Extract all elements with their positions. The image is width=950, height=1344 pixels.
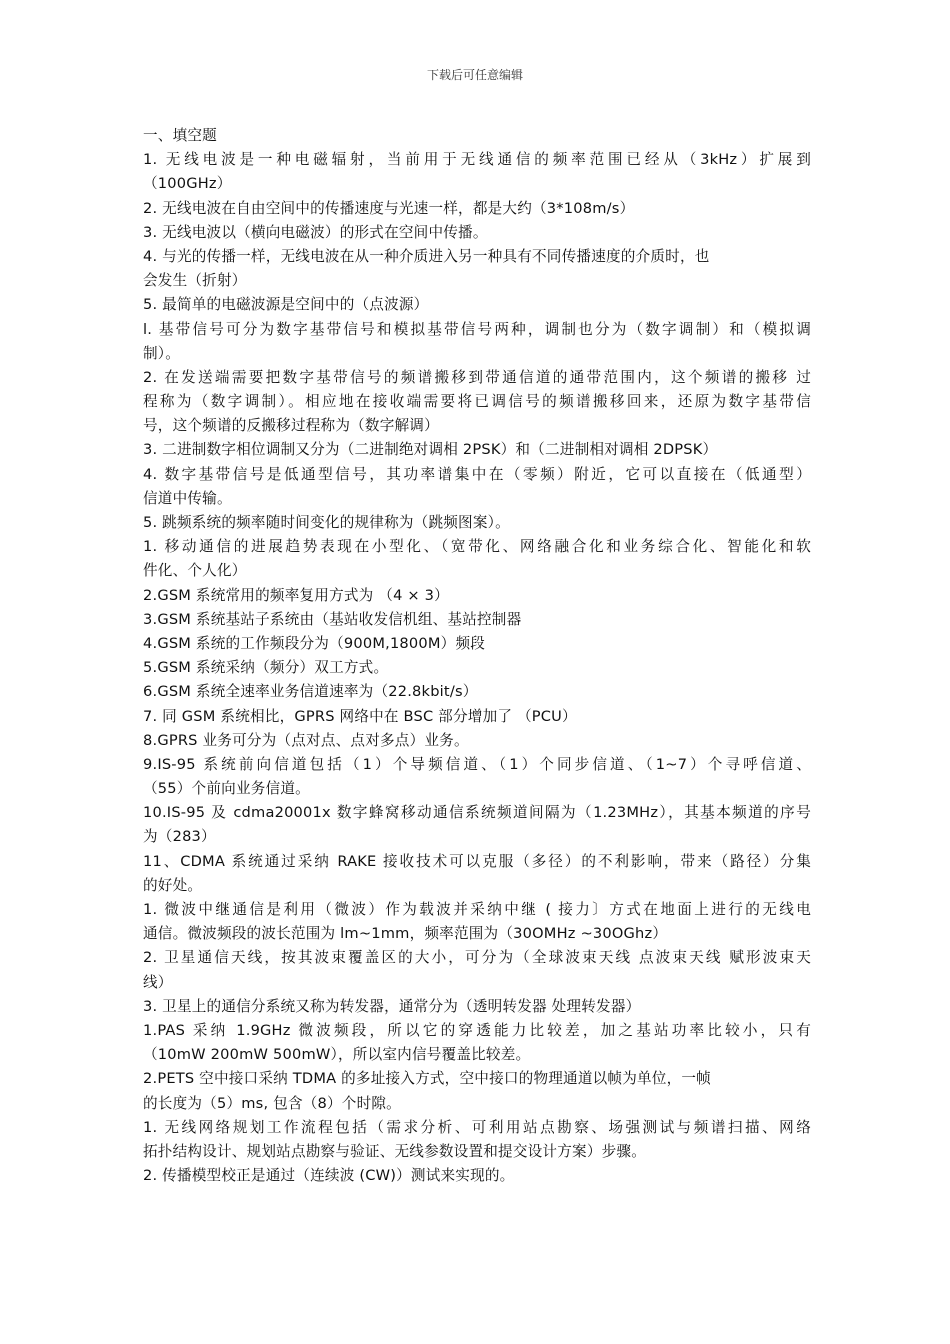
text-line: 件化、个人化）: [143, 562, 247, 580]
text-line: 线）: [143, 973, 173, 991]
text-line: 3. 卫星上的通信分系统又称为转发器，通常分为（透明转发器 处理转发器）: [143, 997, 641, 1015]
text-line: （10mW 200mW 500mW），所以室内信号覆盖比较差。: [143, 1046, 531, 1064]
text-line: 4.GSM 系统的工作频段分为（900M,1800M）频段: [143, 634, 486, 652]
text-line: 信道中传输。: [143, 489, 232, 507]
document-body: [143, 124, 811, 1188]
text-line: 11、CDMA 系统通过采纳 RAKE 接收技术可以克服（多径）的不利影响，带来（路径）分集: [143, 852, 811, 870]
text-line: 9.IS-95 系统前向信道包括（1）个导频信道、（1）个同步信道、（1~7）个寻呼信道、: [143, 755, 811, 773]
text-line: 5. 最简单的电磁波源是空间中的（点波源）: [143, 296, 429, 314]
text-line: 1. 微波中继通信是利用（微波）作为载波并采纳中继 ( 接力〕方式在地面上进行的无线电: [143, 901, 811, 918]
text-line: 2.PETS 空中接口采纳 TDMA 的多址接入方式，空中接口的物理通道以帧为单位，一帧: [143, 1070, 711, 1088]
text-line: 5.GSM 系统采纳（频分）双工方式。: [143, 659, 389, 677]
text-line: 4. 数字基带信号是低通型信号，其功率谱集中在（零频）附近，它可以直接在（低通型）: [143, 465, 811, 483]
text-line: 制）。: [143, 344, 181, 362]
text-line: 4. 与光的传播一样，无线电波在从一种介质进入另一种具有不同传播速度的介质时，也: [143, 247, 710, 265]
text-line: （55）个前向业务信道。: [143, 780, 310, 798]
text-line: 2. 卫星通信天线，按其波束覆盖区的大小，可分为（全球波束天线 点波束天线 赋形波束天: [143, 949, 811, 967]
text-line: 1. 移动通信的进展趋势表现在小型化、（宽带化、网络融合化和业务综合化、智能化和软: [143, 538, 811, 556]
text-line: 2. 在发送端需要把数字基带信号的频谱搬移到带通信道的通带范围内，这个频谱的搬移 过: [143, 368, 811, 386]
text-line: 3. 无线电波以（横向电磁波）的形式在空间中传播。: [143, 223, 488, 241]
text-line: 5. 跳频系统的频率随时间变化的规律称为（跳频图案）。: [143, 514, 510, 531]
text-line: l. 基带信号可分为数字基带信号和模拟基带信号两种，调制也分为（数字调制）和（模拟调: [143, 320, 811, 338]
text-line: 6.GSM 系统全速率业务信道速率为（22.8kbit/s）: [143, 683, 478, 701]
text-line: 1. 无线网络规划工作流程包括（需求分析、可利用站点勘察、场强测试与频谱扫描、网络: [143, 1118, 811, 1136]
text-line: 2.GSM 系统常用的频率复用方式为 （4 × 3）: [143, 586, 449, 604]
text-line: 号，这个频谱的反搬移过程称为（数字解调）: [143, 417, 439, 435]
text-line: 通信。微波频段的波长范围为 lm~1mm，频率范围为（30OMHz ~30OGhz）: [143, 925, 668, 943]
text-line: 的好处。: [143, 876, 203, 894]
text-line: 拓扑结构设计、规划站点勘察与验证、无线参数设置和提交设计方案）步骤。: [143, 1142, 646, 1160]
text-line: 会发生（折射）: [143, 272, 247, 290]
text-line: 8.GPRS 业务可分为（点对点、点对多点）业务。: [143, 731, 469, 749]
text-line: 1.PAS 采纳 1.9GHz 微波频段，所以它的穿透能力比较差，加之基站功率比较小，只有: [143, 1021, 811, 1039]
text-line: 为（283）: [143, 828, 216, 846]
text-line: 3.GSM 系统基站子系统由（基站收发信机组、基站控制器: [143, 610, 522, 628]
page-header: 下载后可任意编辑: [426, 68, 523, 82]
text-line: 的长度为（5）ms, 包含（8）个时隙。: [143, 1094, 401, 1112]
text-line: 7. 同 GSM 系统相比，GPRS 网络中在 BSC 部分增加了 （PCU）: [143, 707, 577, 725]
text-line: 2. 无线电波在自由空间中的传播速度与光速一样，都是大约（3*108m/s）: [143, 199, 635, 217]
text-line: 2. 传播模型校正是通过（连续波 (CW)）测试来实现的。: [143, 1167, 515, 1185]
text-line: （100GHz）: [143, 175, 232, 193]
text-line: 1. 无线电波是一种电磁辐射，当前用于无线通信的频率范围已经从（3kHz）扩展到: [143, 151, 811, 169]
text-line: 10.IS-95 及 cdma20001x 数字蜂窝移动通信系统频道间隔为（1.23MHz），其基本频道的序号: [143, 804, 811, 822]
text-line: 3. 二进制数字相位调制又分为（二进制绝对调相 2PSK）和（二进制相对调相 2DPSK）: [143, 441, 718, 459]
text-line: 一、填空题: [143, 127, 217, 144]
text-line: 程称为（数字调制）。相应地在接收端需要将已调信号的频谱搬移回来，还原为数字基带信: [143, 393, 811, 411]
